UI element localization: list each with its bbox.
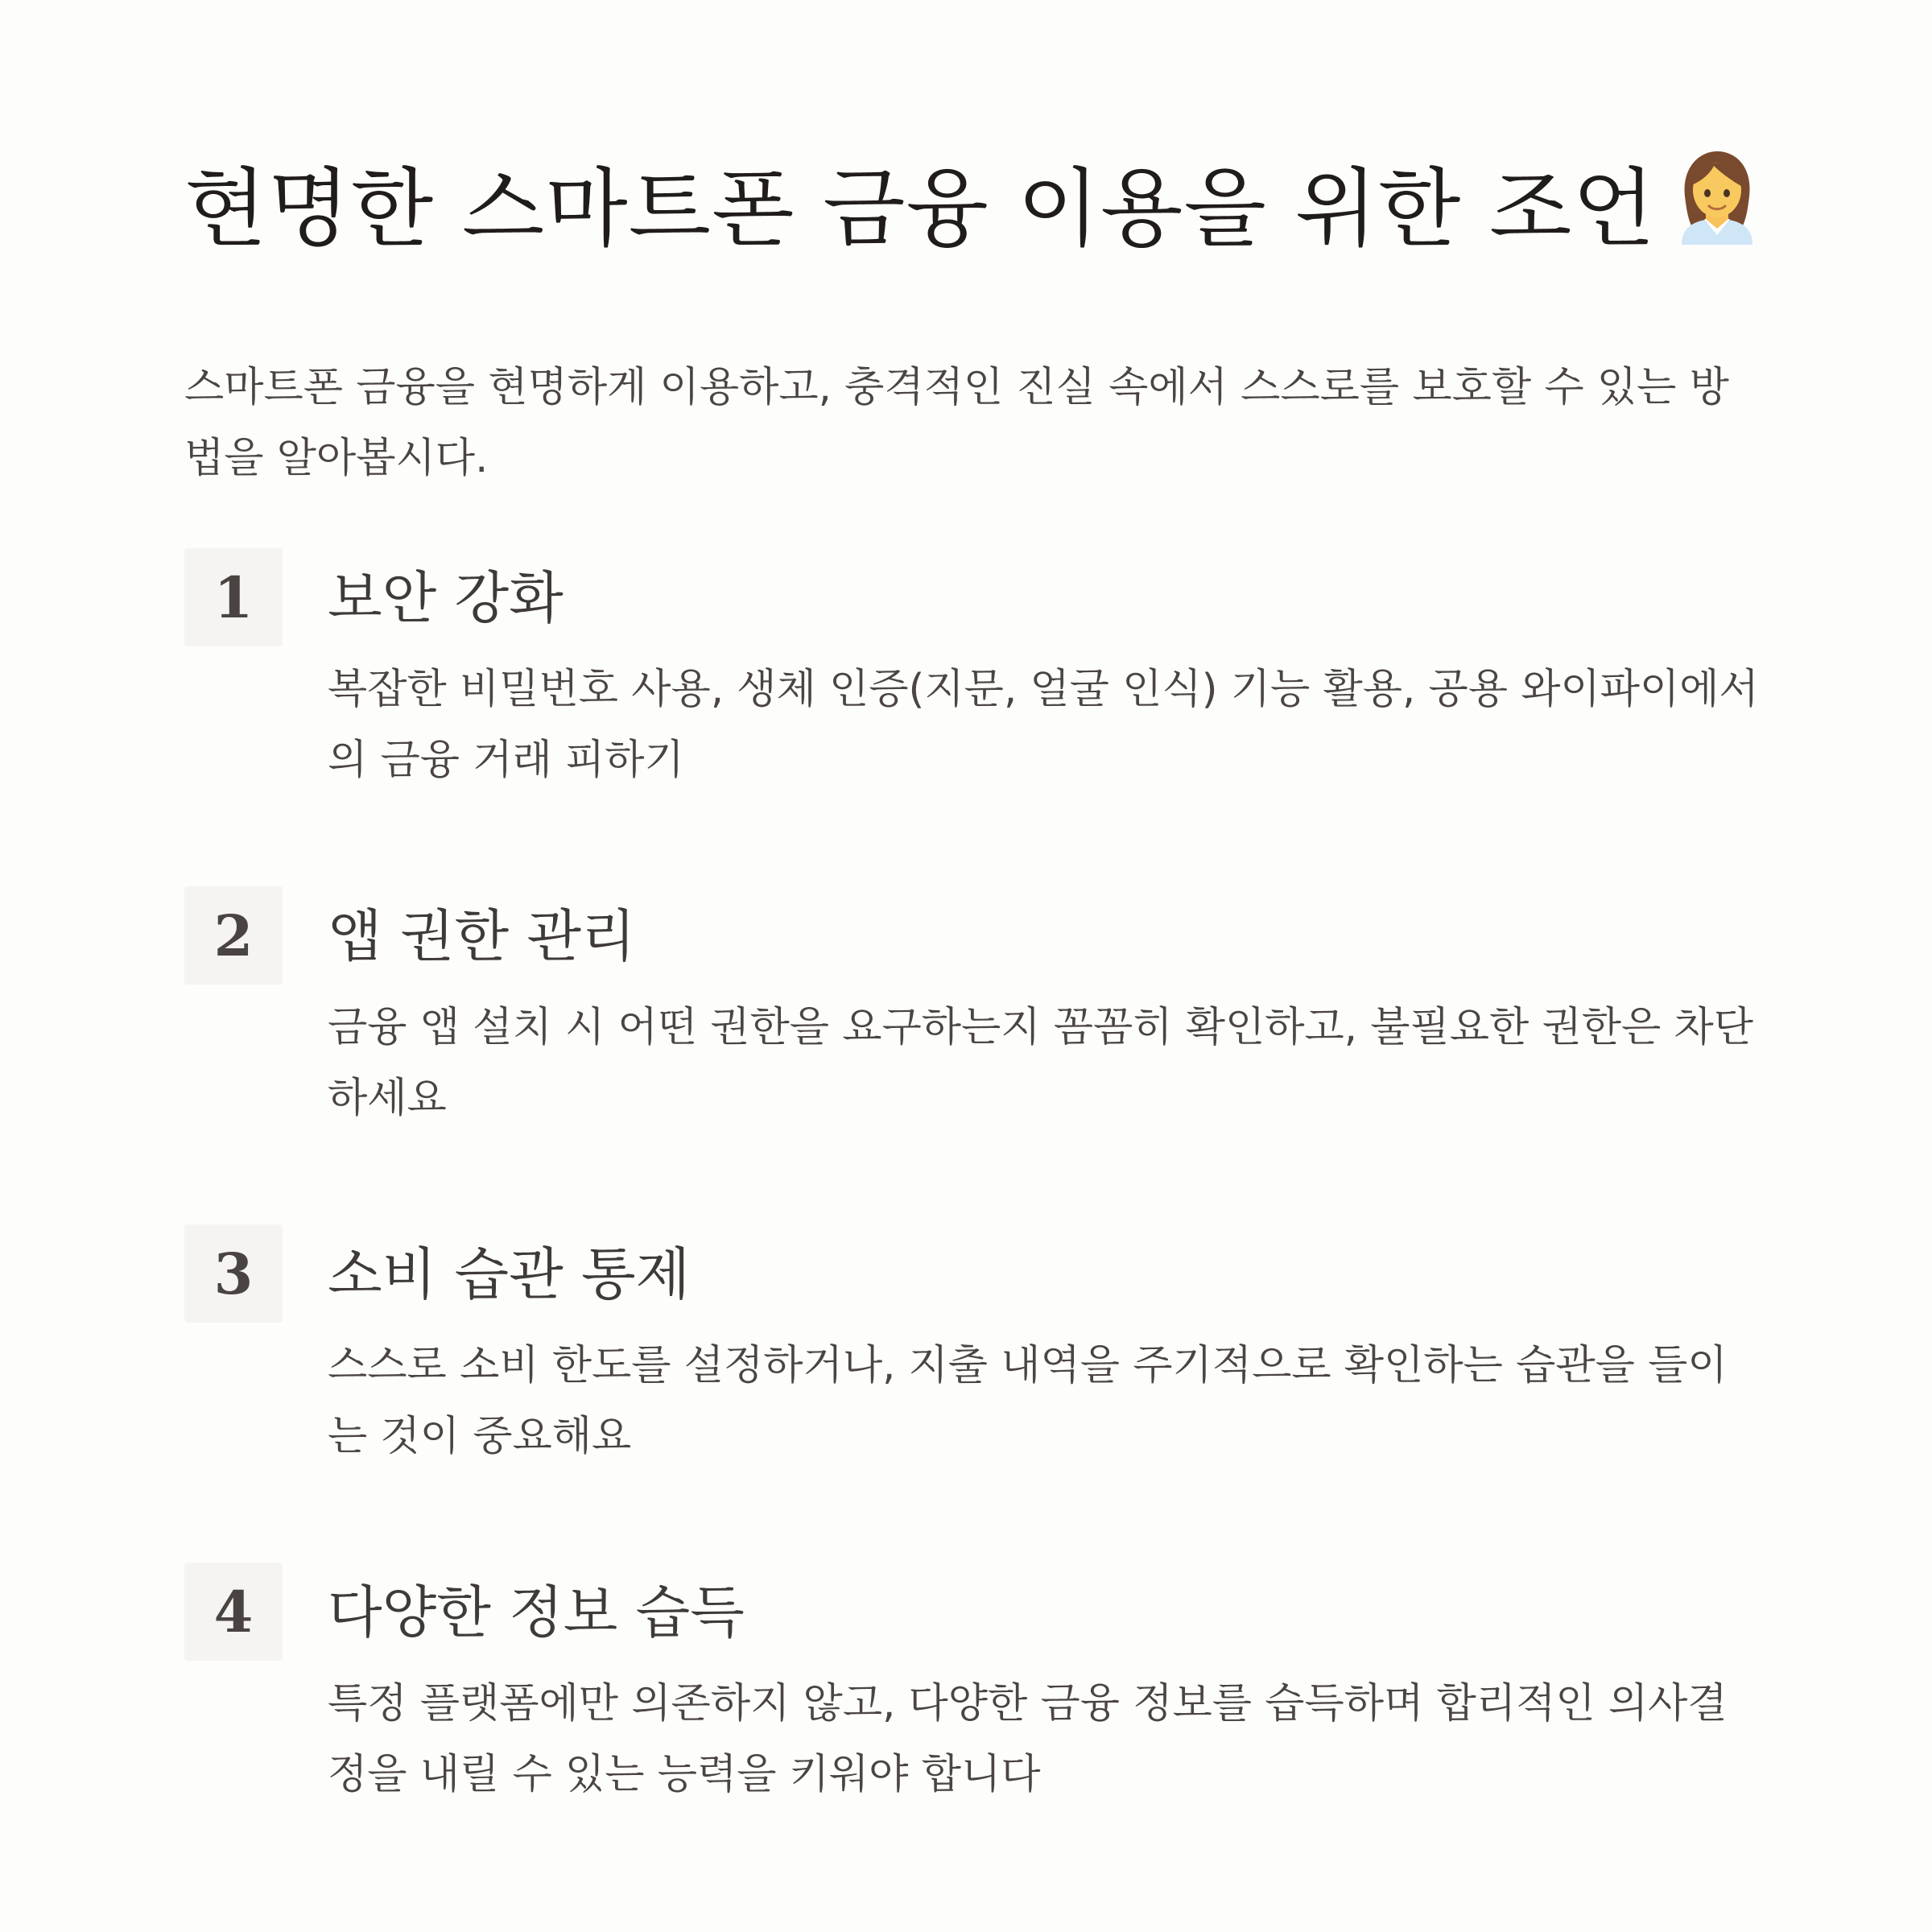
page-title-text: 현명한 스마트폰 금융 이용을 위한 조언 <box>184 159 1656 258</box>
step-description: 스스로 소비 한도를 설정하거나, 지출 내역을 주기적으로 확인하는 습관을 들이는 것이 중요해요 <box>328 1342 1728 1461</box>
step-item-2 <box>184 886 1762 1128</box>
step-title: 다양한 정보 습득 <box>328 1579 745 1646</box>
page-content <box>184 153 1762 1799</box>
step-description: 특정 플랫폼에만 의존하지 않고, 다양한 금융 정보를 습득하며 합리적인 의사결정을 내릴 수 있는 능력을 키워야 합니다 <box>328 1680 1728 1799</box>
intro-text: 스마트폰 금융을 현명하게 이용하고, 충격적인 진실 속에서 스스로를 보호할 수 있는 방법을 알아봅시다. <box>184 364 1729 483</box>
step-title: 소비 습관 통제 <box>328 1241 691 1308</box>
woman-office-worker-icon <box>1667 145 1767 272</box>
step-number: 3 <box>184 1224 283 1323</box>
step-number: 4 <box>184 1563 283 1661</box>
page-title <box>184 153 1762 272</box>
step-item-4 <box>184 1563 1762 1804</box>
step-title: 앱 권한 관리 <box>328 903 636 970</box>
step-item-1 <box>184 548 1762 790</box>
step-number: 1 <box>184 548 283 646</box>
step-title: 보안 강화 <box>328 565 564 632</box>
step-item-3 <box>184 1224 1762 1466</box>
step-description: 금융 앱 설치 시 어떤 권한을 요구하는지 꼼꼼히 확인하고, 불필요한 권한은 차단하세요 <box>328 1004 1754 1123</box>
step-description: 복잡한 비밀번호 사용, 생체 인증(지문, 얼굴 인식) 기능 활용, 공용 와이파이에서의 금융 거래 피하기 <box>328 666 1759 785</box>
step-number: 2 <box>184 886 283 985</box>
